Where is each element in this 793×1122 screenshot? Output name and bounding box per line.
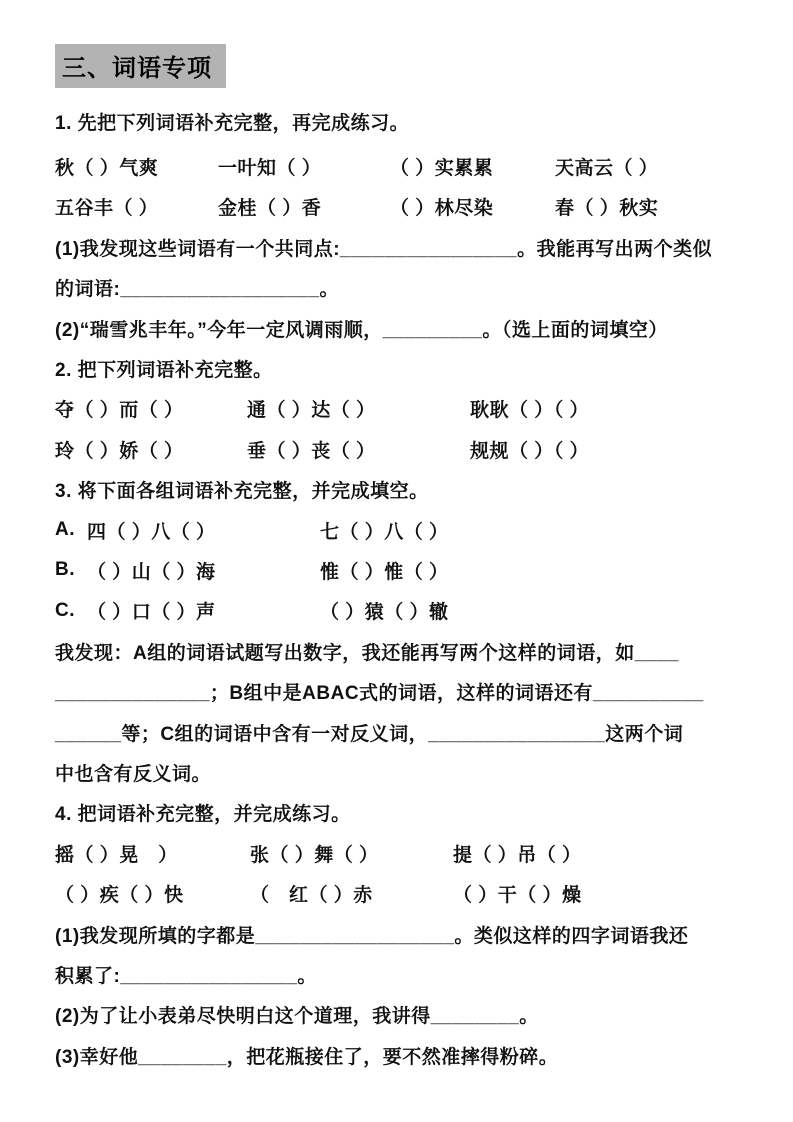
q3-finding-line2: ______________；B组中是ABAC式的词语，这样的词语还有__________ [55,683,704,705]
q4-words-row-2 [55,873,747,913]
q4-sub1-line1: (1)我发现所填的字都是__________________。类似这样的四字词语我还 [55,925,689,947]
q3-group-c [55,591,747,631]
q4-sub3: (3)幸好他________，把花瓶接住了，要不然准摔得粉碎。 [55,1046,559,1068]
word-item: 惟（ ）惟（ ） [320,561,449,583]
group-label: B. [55,559,75,581]
worksheet-content [55,44,747,1075]
word-item: （ ）山（ ）海 [87,561,216,583]
word-item: 夺（ ）而（ ） [55,400,184,422]
word-item: 春（ ）秋实 [555,198,659,220]
group-label: A. [55,519,75,541]
word-item: 通（ ）达（ ） [247,400,376,422]
word-item: 金桂（ ）香 [218,198,322,220]
group-label: C. [55,599,75,621]
q1-sub2: (2)“瑞雪兆丰年。”今年一定风调雨顺，_________。（选上面的词填空） [55,319,668,341]
q2-words-row-1 [55,389,747,429]
word-item: 一叶知（ ） [218,158,322,180]
q3-group-b [55,550,747,590]
word-item: 耿耿（ ）（ ） [470,400,590,422]
word-item: 秋（ ）气爽 [55,158,159,180]
word-item: 天高云（ ） [555,158,659,180]
word-item: 四（ ）八（ ） [87,521,216,543]
word-item: 玲（ ）娇（ ） [55,440,184,462]
q3-group-a [55,510,747,550]
q4-sub1-line2: 积累了:________________。 [55,965,317,987]
word-item: （ ）猿（ ）辙 [320,602,449,624]
section-title: 三、词语专项 [55,44,226,88]
q1-words-row-2 [55,187,747,227]
word-item: （ ）疾（ ）快 [55,885,184,907]
q3-finding-line1: 我发现：A组的词语试题写出数字，我还能再写两个这样的词语，如____ [55,642,679,664]
word-item: （ ）干（ ）燥 [453,885,582,907]
word-item: 七（ ）八（ ） [320,521,449,543]
word-item: 规规（ ）（ ） [470,440,590,462]
q3-finding-line4: 中也含有反义词。 [55,763,212,785]
q4-words-row-1 [55,833,747,873]
word-item: 垂（ ）丧（ ） [247,440,376,462]
q4-prompt: 4. 把词语补充完整，并完成练习。 [55,804,351,826]
q1-words-row-1 [55,146,747,186]
word-item: 五谷丰（ ） [55,198,159,220]
word-item: 张（ ）舞（ ） [250,844,379,866]
word-item: （ 红（ ）赤 [250,885,373,907]
word-item: （ ）口（ ）声 [87,602,216,624]
q1-sub1-line1: (1)我发现这些词语有一个共同点:________________。我能再写出两个类似 [55,238,713,260]
q2-prompt: 2. 把下列词语补充完整。 [55,360,273,382]
q4-sub2: (2)为了让小表弟尽快明白这个道理，我讲得________。 [55,1006,539,1028]
q1-sub1-line2: 的词语:__________________。 [55,279,340,301]
word-item: 摇（ ）晃 ） [55,844,178,866]
word-item: （ ）实累累 [390,158,494,180]
word-item: （ ）林尽染 [390,198,494,220]
q3-finding-line3: ______等；C组的词语中含有一对反义词，________________这两个词 [55,723,684,745]
q2-words-row-2 [55,429,747,469]
word-item: 提（ ）吊（ ） [453,844,582,866]
q3-prompt: 3. 将下面各组词语补充完整，并完成填空。 [55,481,429,503]
q1-prompt: 1. 先把下列词语补充完整，再完成练习。 [55,112,410,134]
